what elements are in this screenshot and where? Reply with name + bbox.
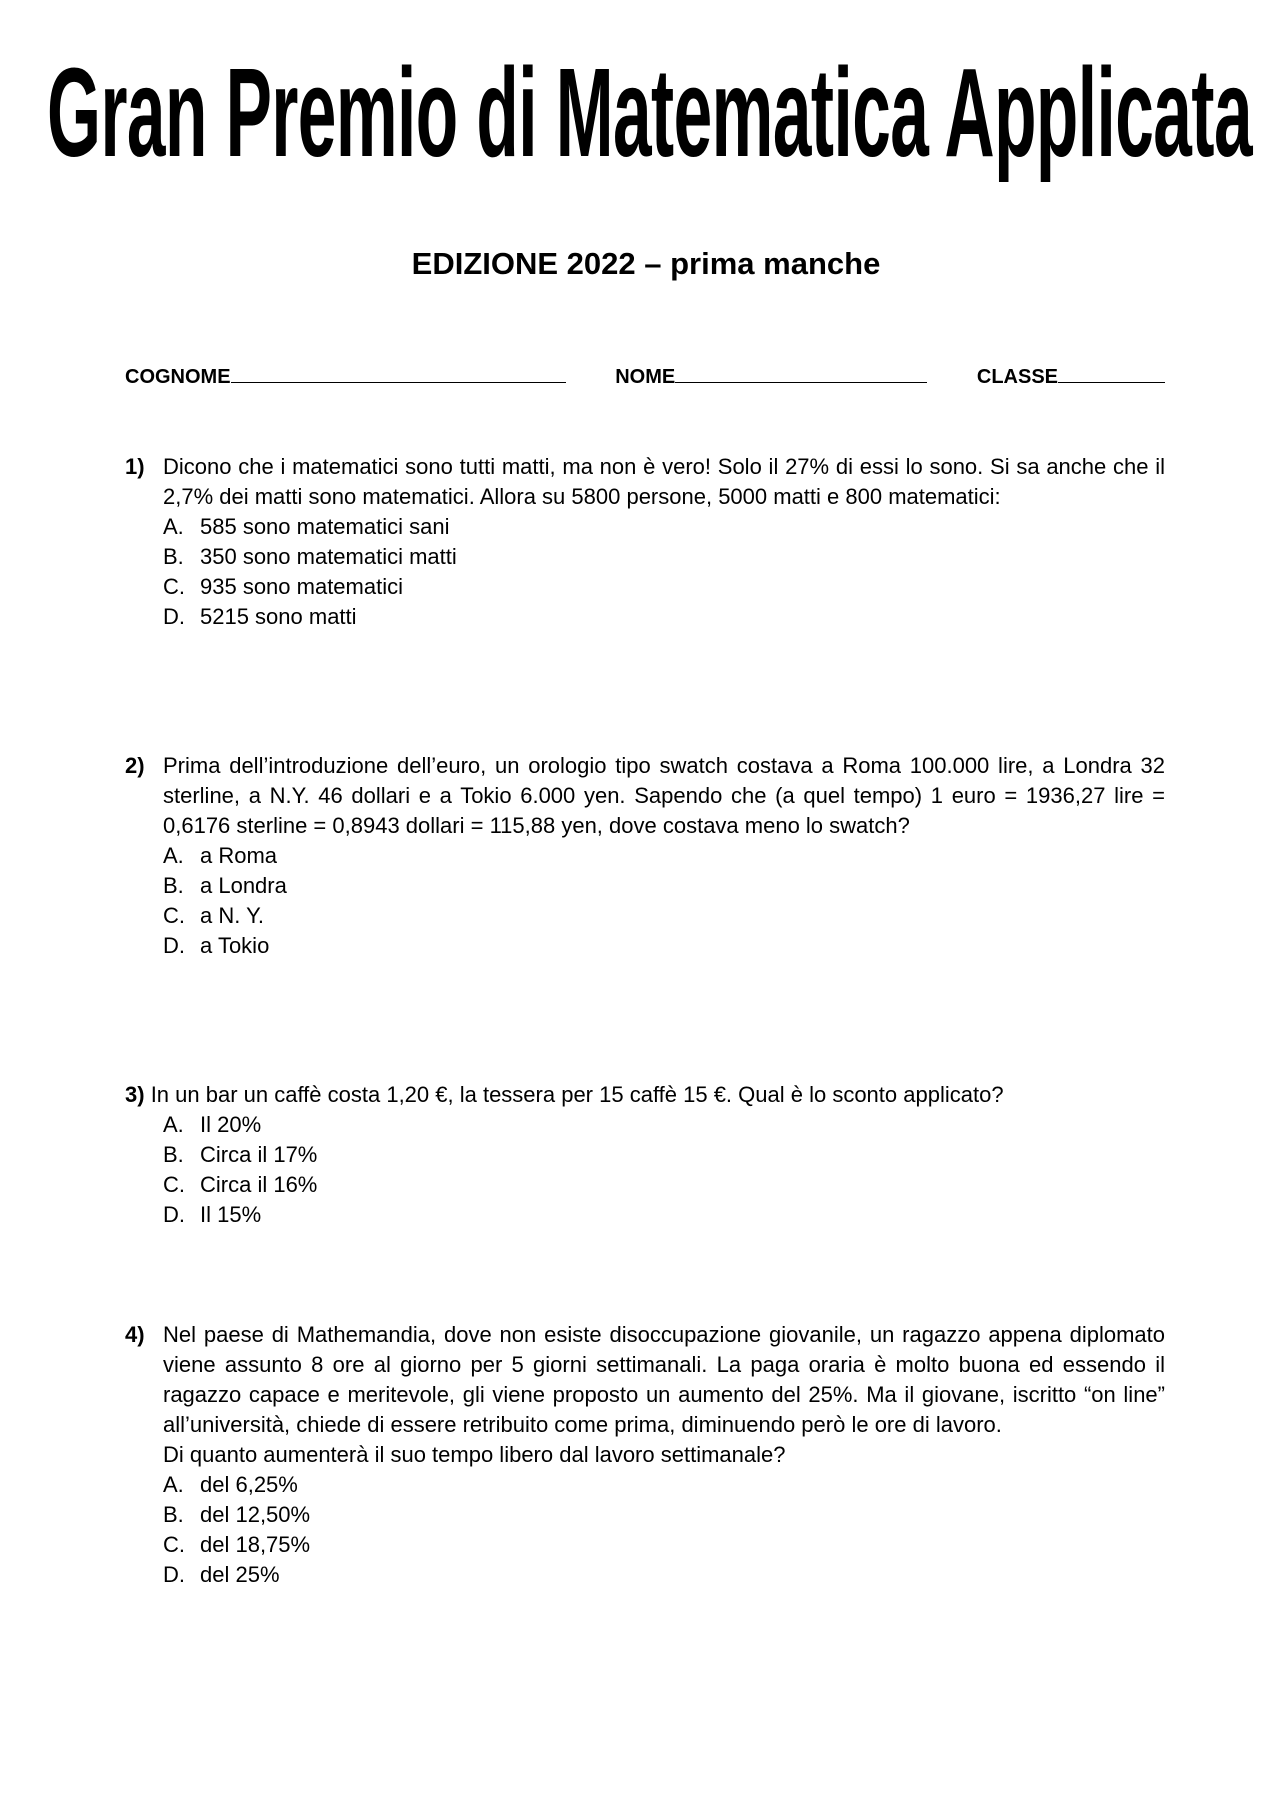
surname-blank[interactable]: [231, 366, 566, 383]
option-text: del 6,25%: [200, 1472, 298, 1497]
student-info-form: [125, 366, 1165, 387]
option-letter: C.: [163, 903, 185, 928]
option-letter: B.: [163, 873, 184, 898]
option-b[interactable]: [163, 1140, 1165, 1170]
class-label: CLASSE: [976, 366, 1058, 388]
question-4: [125, 1320, 1165, 1590]
option-d[interactable]: [163, 931, 1165, 961]
question-prompt: Di quanto aumenterà il suo tempo libero dal lavoro settimanale?: [163, 1442, 786, 1467]
option-a[interactable]: [163, 841, 1165, 871]
option-b[interactable]: [163, 542, 1165, 572]
option-text: a Tokio: [200, 933, 270, 958]
option-text: 935 sono matematici: [200, 574, 403, 599]
option-text: del 12,50%: [200, 1502, 311, 1527]
option-c[interactable]: [163, 901, 1165, 931]
option-letter: C.: [163, 1532, 185, 1557]
question-2: [125, 751, 1165, 961]
option-b[interactable]: [163, 871, 1165, 901]
option-letter: B.: [163, 1502, 184, 1527]
question-text: In un bar un caffè costa 1,20 €, la tessera per 15 caffè 15 €. Qual è lo sconto applicato?: [150, 1082, 1004, 1107]
option-c[interactable]: [163, 1170, 1165, 1200]
surname-field[interactable]: [125, 366, 566, 387]
page-title: Gran Premio di Matematica Applicata: [47, 42, 1252, 183]
answer-options: [163, 512, 1165, 632]
option-text: 585 sono matematici sani: [200, 514, 450, 539]
option-c[interactable]: [163, 572, 1165, 602]
question-number: 3): [125, 1082, 145, 1107]
option-letter: D.: [163, 1562, 185, 1587]
option-letter: B.: [163, 544, 184, 569]
option-letter: B.: [163, 1142, 184, 1167]
option-letter: A.: [163, 843, 184, 868]
option-b[interactable]: [163, 1500, 1165, 1530]
option-text: 5215 sono matti: [200, 604, 357, 629]
option-text: Circa il 17%: [200, 1142, 318, 1167]
question-number: 2): [125, 753, 145, 778]
option-text: del 18,75%: [200, 1532, 311, 1557]
option-text: del 25%: [200, 1562, 280, 1587]
option-c[interactable]: [163, 1530, 1165, 1560]
option-d[interactable]: [163, 1560, 1165, 1590]
question-3: [125, 1080, 1165, 1230]
option-text: a Roma: [200, 843, 278, 868]
option-letter: C.: [163, 574, 185, 599]
name-field[interactable]: [615, 366, 927, 387]
option-letter: A.: [163, 1472, 184, 1497]
option-a[interactable]: [163, 512, 1165, 542]
option-letter: A.: [163, 1112, 184, 1137]
edition-subtitle: EDIZIONE 2022 – prima manche: [411, 246, 881, 281]
option-letter: D.: [163, 604, 185, 629]
option-text: a Londra: [200, 873, 287, 898]
option-letter: C.: [163, 1172, 185, 1197]
question-number: 4): [125, 1322, 145, 1347]
option-text: 350 sono matematici matti: [200, 544, 457, 569]
class-field[interactable]: [977, 366, 1165, 387]
question-text: Prima dell’introduzione dell’euro, un orologio tipo swatch costava a Roma 100.000 lire, a Londra 32 sterline, a N.Y. 46 dollari e a Tokio 6.000 yen. Sapendo che (a quel tempo) 1 euro = 1936,27 lire = 0,6176 sterline = 0,8943 dollari = 115,88 yen, dove costava meno lo swatch?: [163, 753, 1165, 838]
question-text: Dicono che i matematici sono tutti matti, ma non è vero! Solo il 27% di essi lo sono. Si sa anche che il 2,7% dei matti sono matematici. Allora su 5800 persone, 5000 matti e 800 matematici:: [163, 454, 1165, 509]
option-text: Circa il 16%: [200, 1172, 318, 1197]
question-1: [125, 452, 1165, 632]
option-text: a N. Y.: [200, 903, 265, 928]
option-letter: A.: [163, 514, 184, 539]
option-text: Il 20%: [200, 1112, 262, 1137]
option-letter: D.: [163, 1202, 185, 1227]
question-text: Nel paese di Mathemandia, dove non esiste disoccupazione giovanile, un ragazzo appena diplomato viene assunto 8 ore al giorno per 5 giorni settimanali. La paga oraria è molto buona ed essendo il ragazzo capace e meritevole, gli viene proposto un aumento del 25%. Ma il giovane, iscritto “on line” all’università, chiede di essere retribuito come prima, diminuendo però le ore di lavoro.: [163, 1322, 1165, 1437]
option-a[interactable]: [163, 1470, 1165, 1500]
option-letter: D.: [163, 933, 185, 958]
option-text: Il 15%: [200, 1202, 262, 1227]
question-number: 1): [125, 454, 145, 479]
name-blank[interactable]: [675, 366, 927, 383]
class-blank[interactable]: [1058, 366, 1165, 383]
answer-options: [163, 1470, 1165, 1590]
name-label: NOME: [615, 366, 676, 388]
surname-label: COGNOME: [125, 366, 231, 388]
answer-options: [163, 841, 1165, 961]
option-d[interactable]: [163, 1200, 1165, 1230]
option-a[interactable]: [163, 1110, 1165, 1140]
answer-options: [163, 1110, 1165, 1230]
option-d[interactable]: [163, 602, 1165, 632]
